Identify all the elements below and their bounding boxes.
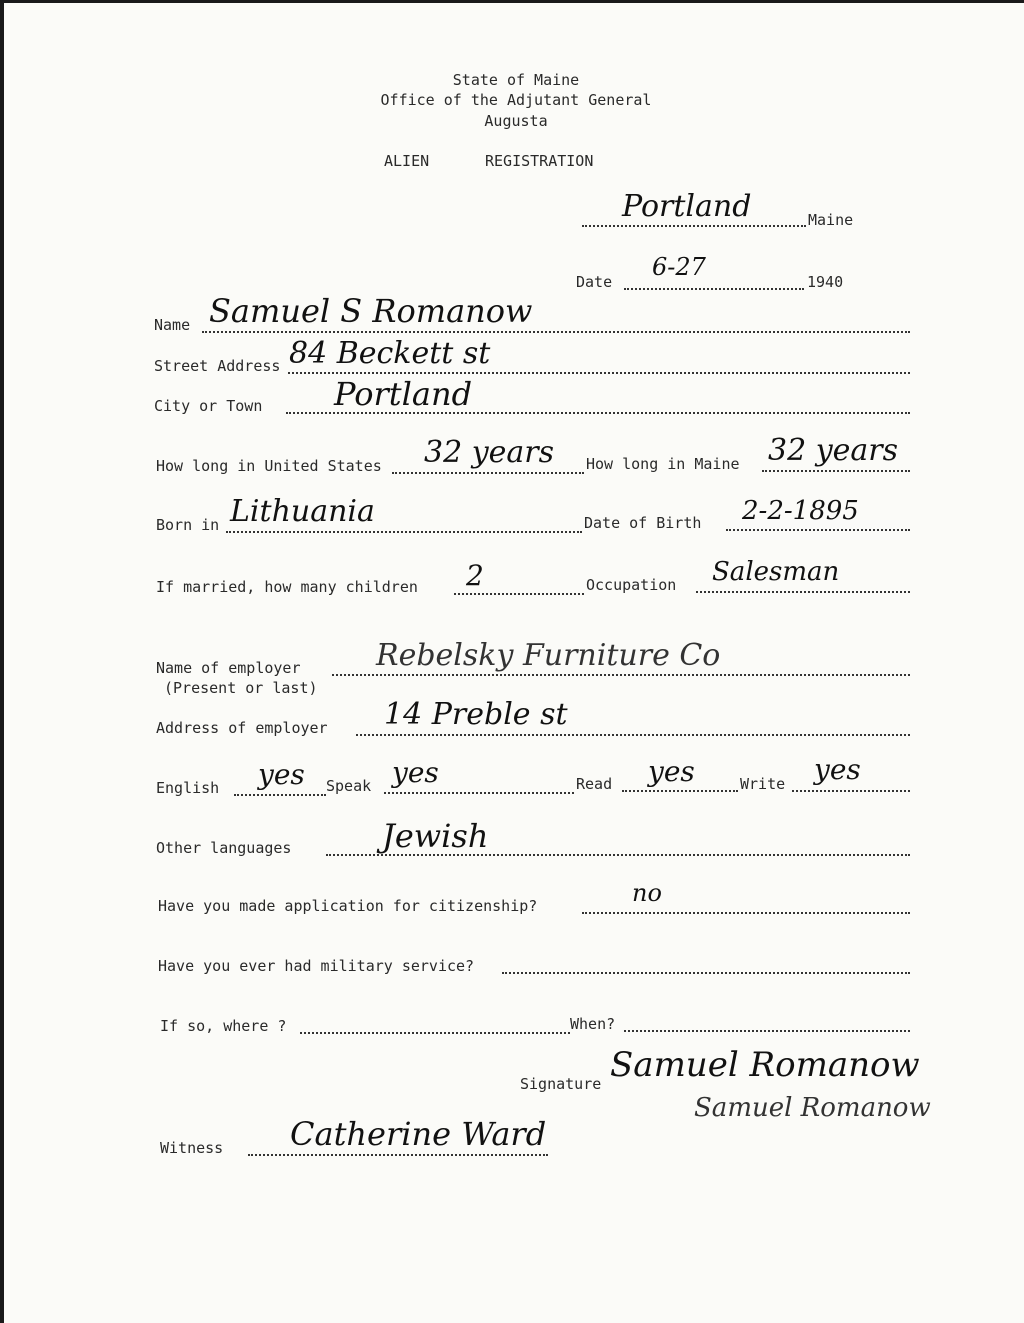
employer-sublabel: (Present or last)	[164, 679, 318, 697]
city-value: Portland	[334, 375, 473, 413]
dob-value: 2-2-1895	[742, 496, 859, 526]
maine-years-value: 32 years	[768, 433, 899, 468]
write-dots	[792, 788, 910, 792]
witness-label: Witness	[160, 1139, 224, 1157]
military-label: Have you ever had military service?	[158, 957, 475, 975]
dob-dots	[726, 527, 910, 531]
other-languages-label: Other languages	[156, 839, 292, 857]
military-dots	[502, 970, 910, 974]
citizenship-dots	[582, 910, 910, 914]
header-city: Augusta	[484, 112, 548, 130]
street-value: 84 Beckett st	[289, 336, 491, 371]
us-years-value: 32 years	[424, 435, 555, 470]
write-value: yes	[814, 753, 861, 786]
occupation-label: Occupation	[586, 576, 677, 594]
city-label: City or Town	[154, 397, 263, 415]
read-label: Read	[576, 775, 613, 793]
dob-label: Date of Birth	[584, 514, 702, 532]
place-value: Portland	[622, 189, 752, 224]
name-label: Name	[154, 316, 191, 334]
where-dots	[300, 1030, 570, 1034]
speak-dots	[384, 790, 574, 794]
header-office: Office of the Adjutant General	[380, 91, 652, 109]
employer-label: Name of employer	[156, 659, 301, 677]
name-value: Samuel S Romanow	[209, 292, 533, 330]
date-value: 6-27	[652, 253, 706, 281]
street-label: Street Address	[154, 357, 281, 375]
signature-value: Samuel Romanow	[610, 1045, 920, 1085]
speak-label: Speak	[326, 777, 372, 795]
signature-printed: Samuel Romanow	[694, 1093, 931, 1123]
where-label: If so, where ?	[160, 1017, 287, 1035]
maine-years-dots	[762, 468, 910, 472]
when-dots	[624, 1028, 910, 1032]
born-value: Lithuania	[230, 494, 375, 529]
date-dots	[624, 286, 804, 290]
read-value: yes	[648, 755, 695, 788]
header-state: State of Maine	[452, 71, 580, 89]
citizenship-value: no	[632, 879, 662, 907]
employer-address-value: 14 Preble st	[384, 697, 568, 732]
date-year: 1940	[807, 273, 844, 291]
place-suffix: Maine	[808, 211, 854, 229]
employer-address-dots	[356, 732, 910, 736]
us-years-label: How long in United States	[156, 457, 382, 475]
children-label: If married, how many children	[156, 578, 418, 596]
occupation-dots	[696, 589, 910, 593]
born-label: Born in	[156, 516, 220, 534]
us-years-dots	[392, 470, 584, 474]
other-languages-value: Jewish	[382, 817, 489, 855]
employer-address-label: Address of employer	[156, 719, 328, 737]
employer-value: Rebelsky Furniture Co	[376, 638, 721, 673]
date-label: Date	[576, 273, 613, 291]
write-label: Write	[740, 775, 786, 793]
title-registration: REGISTRATION	[485, 152, 594, 170]
citizenship-label: Have you made application for citizenship?	[158, 897, 538, 915]
occupation-value: Salesman	[712, 557, 840, 587]
english-dots	[234, 792, 326, 796]
read-dots	[622, 788, 738, 792]
english-value: yes	[258, 758, 305, 791]
signature-label: Signature	[520, 1075, 602, 1093]
born-dots	[226, 529, 582, 533]
title-alien: ALIEN	[384, 152, 430, 170]
maine-years-label: How long in Maine	[586, 455, 740, 473]
english-label: English	[156, 779, 220, 797]
speak-value: yes	[392, 756, 439, 789]
children-value: 2	[466, 559, 484, 592]
witness-value: Catherine Ward	[290, 1115, 547, 1153]
when-label: When?	[570, 1015, 616, 1033]
